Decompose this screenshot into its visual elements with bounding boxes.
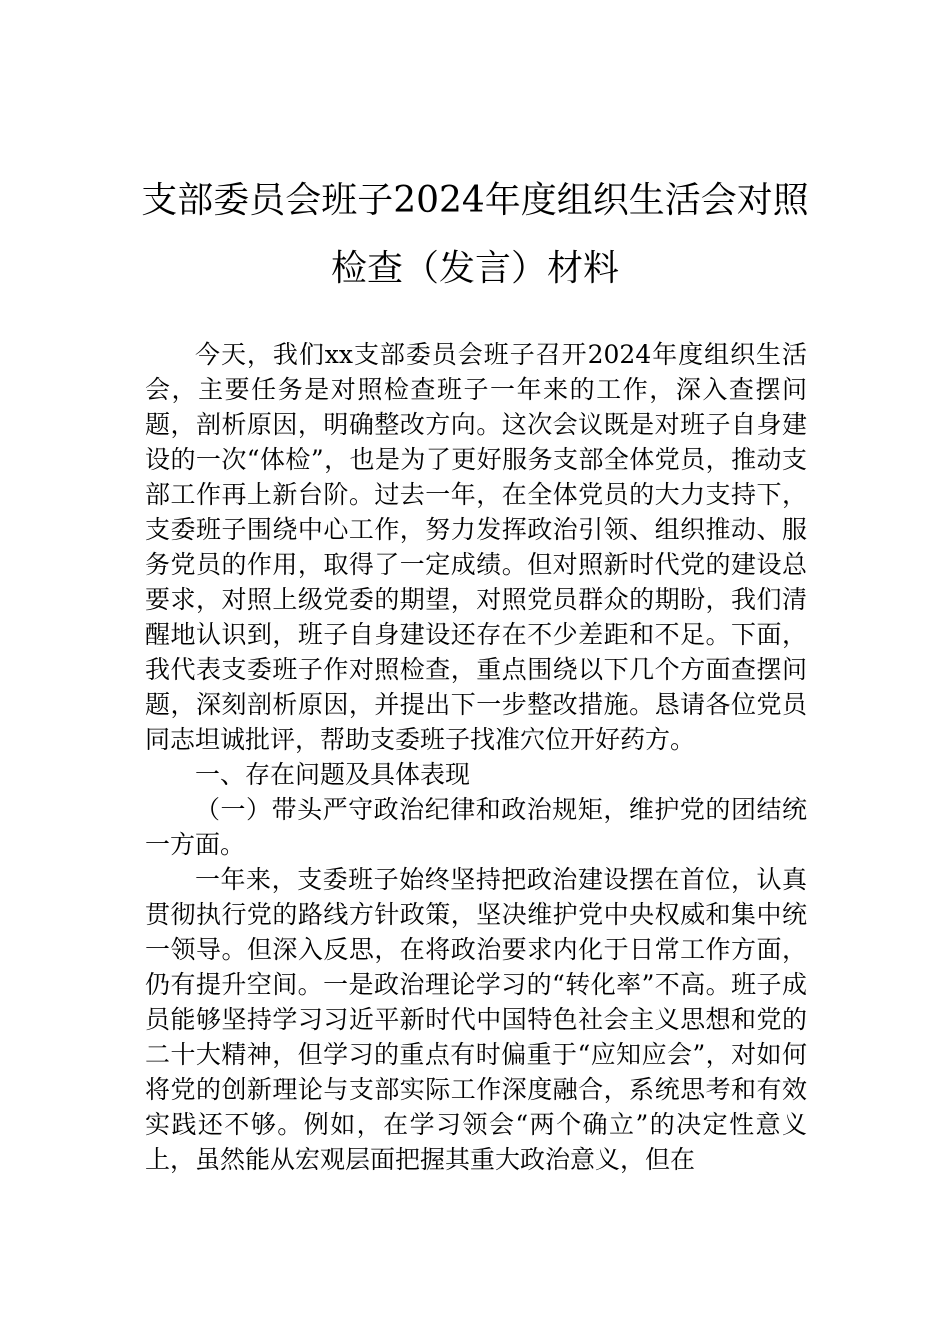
document-title-line-1: 支部委员会班子2024年度组织生活会对照 bbox=[141, 180, 809, 221]
paragraph-body-1: 一年来，支委班子始终坚持把政治建设摆在首位，认真贯彻执行党的路线方针政策，坚决维护党中央权威和集中统一领导。但深入反思，在将政治要求内化于日常工作方面，仍有提升空间。一是政治理论学习的“转化率”不高。班子成员能够坚持学习习近平新时代中国特色社会主义思想和党的二十大精神，但学习的重点有时偏重于“应知应会”，对如何将党的创新理论与支部实际工作深度融合，系统思考和有效实践还不够。例如，在学习领会“两个确立”的决定性意义上，虽然能从宏观层面把握其重大政治意义，但在 bbox=[145, 865, 807, 1174]
document-title-line-2: 检查（发言）材料 bbox=[330, 248, 619, 289]
document-body bbox=[145, 337, 807, 1177]
paragraph-intro: 今天，我们xx支部委员会班子召开2024年度组织生活会，主要任务是对照检查班子一年来的工作，深入查摆问题，剖析原因，明确整改方向。这次会议既是对班子自身建设的一次“体检”，也是为了更好服务支部全体党员，推动支部工作再上新台阶。过去一年，在全体党员的大力支持下，支委班子围绕中心工作，努力发挥政治引领、组织推动、服务党员的作用，取得了一定成绩。但对照新时代党的建设总要求，对照上级党委的期望，对照党员群众的期盼，我们清醒地认识到，班子自身建设还存在不少差距和不足。下面，我代表支委班子作对照检查，重点围绕以下几个方面查摆问题，深刻剖析原因，并提出下一步整改措施。恳请各位党员同志坦诚批评，帮助支委班子找准穴位开好药方。 bbox=[145, 340, 807, 754]
subsection-heading-1: （一）带头严守政治纪律和政治规矩，维护党的团结统一方面。 bbox=[145, 795, 807, 859]
section-heading-1: 一、存在问题及具体表现 bbox=[195, 760, 471, 789]
